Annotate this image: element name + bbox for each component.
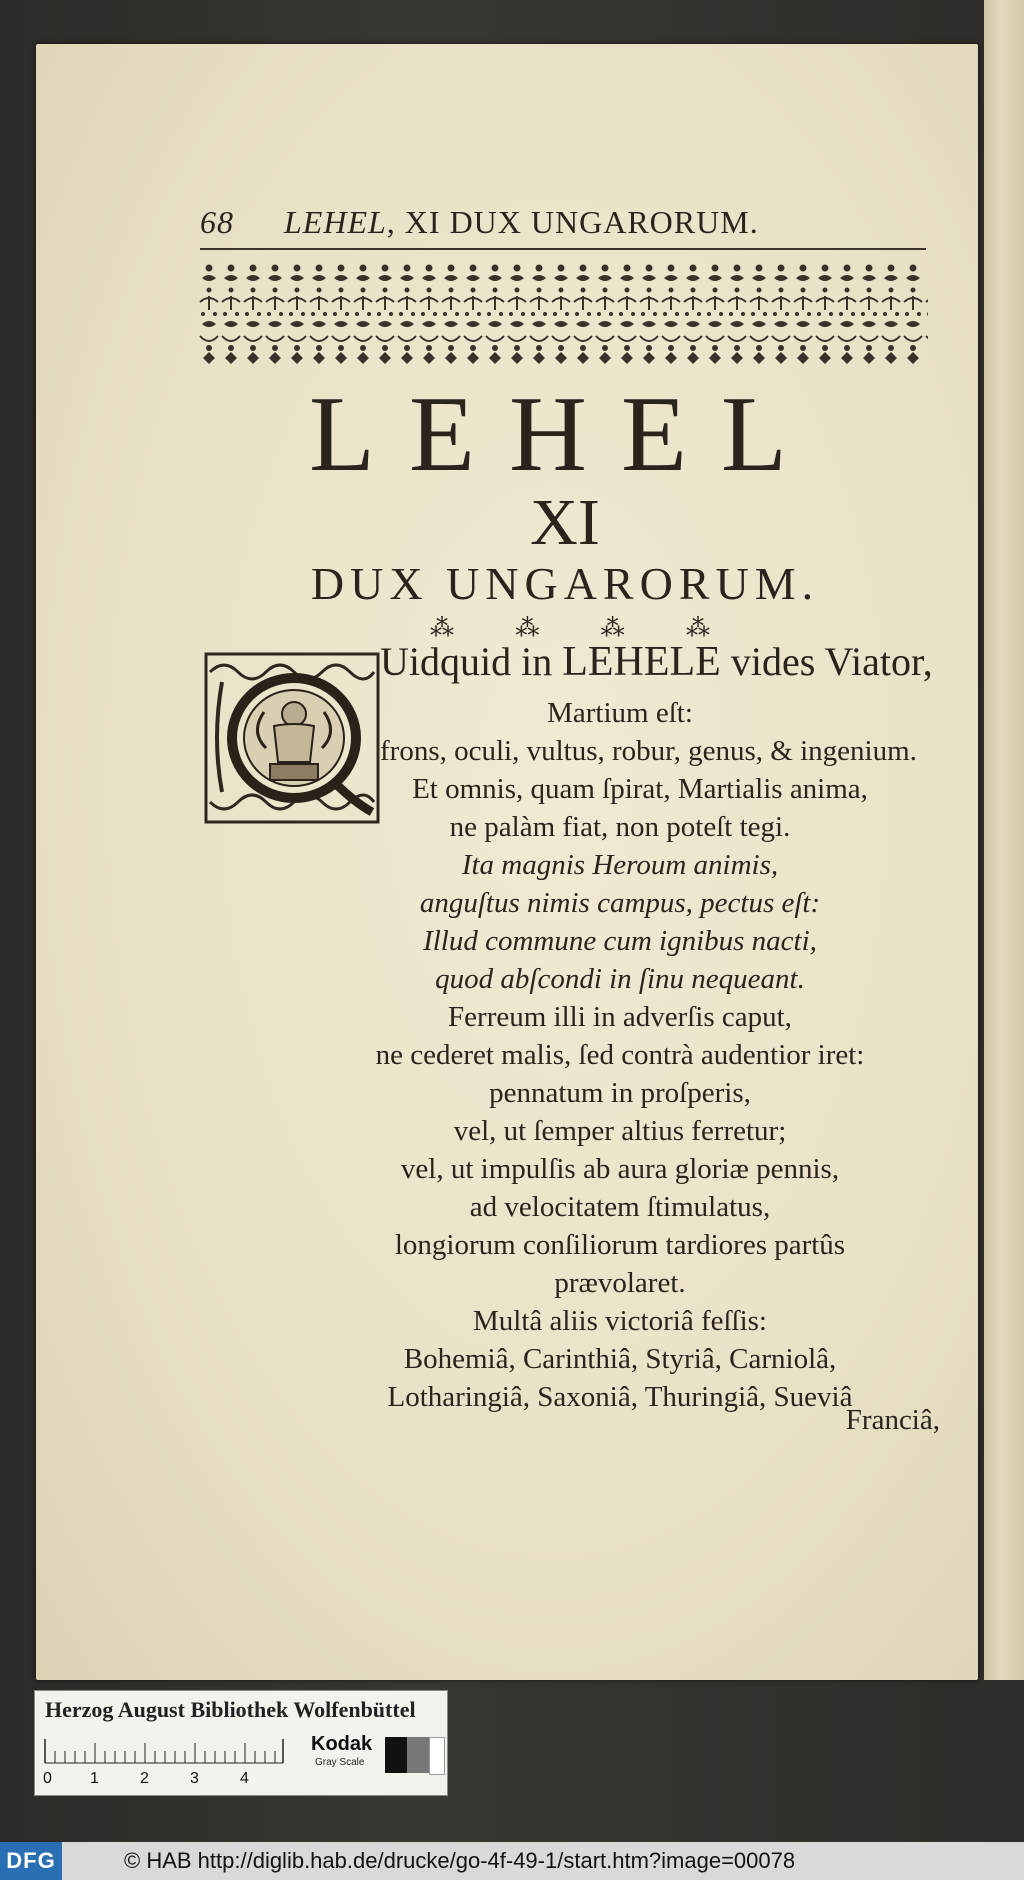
asterism-icon: ⁂ — [515, 616, 540, 642]
source-credit: © HAB http://diglib.hab.de/drucke/go-4f-49-1/start.htm?image=00078 — [124, 1848, 796, 1873]
text-line: Illud commune cum ignibus nacti, — [423, 925, 817, 957]
dfg-logo: DFG — [0, 1842, 62, 1880]
catchword: Franciâ, — [845, 1404, 940, 1436]
text-line: ne palàm fiat, non poteſt tegi. — [449, 811, 791, 843]
library-name: Herzog August Bibliothek Wolfenbüttel — [45, 1697, 416, 1722]
text-line: longiorum conſiliorum tardiores partûs — [394, 1229, 846, 1261]
text-line: Martium eſt: — [547, 697, 693, 729]
next-page-edge — [984, 0, 1024, 1680]
text-line: Multâ aliis victoriâ feſſis: — [473, 1305, 767, 1337]
scale-number: 4 — [240, 1770, 249, 1787]
asterism-icon: ⁂ — [430, 616, 454, 642]
decorated-initial-q-icon — [204, 652, 380, 824]
text-line: ne cederet malis, ſed contrà audentior iret: — [375, 1039, 865, 1071]
first-line-name: LEHELE — [562, 639, 721, 685]
running-title-rest: , XI DUX UNGARORUM. — [386, 204, 759, 240]
text-line: pennatum in proſperis, — [489, 1077, 751, 1109]
title-subtitle: DUX UNGARORUM. — [310, 558, 820, 609]
footer-bar — [0, 1842, 1024, 1880]
title-name: LEHEL — [309, 375, 821, 494]
first-line-start: Uidquid in — [380, 639, 553, 684]
first-line — [380, 636, 940, 688]
text-line: frons, oculi, vultus, robur, genus, & ingenium. — [380, 735, 917, 767]
asterism-icon: ⁂ — [600, 616, 625, 642]
first-line-end: vides Viator, — [730, 639, 933, 684]
text-line: Ferreum illi in adverſis caput, — [448, 1001, 792, 1033]
page-number: 68 — [200, 204, 234, 240]
running-title-name: LEHEL — [284, 204, 387, 240]
ruler-icon — [43, 1733, 293, 1789]
text-line: ad velocitatem ſtimulatus, — [469, 1191, 771, 1223]
color-calibration-bar — [34, 1690, 448, 1796]
scale-number: 2 — [140, 1770, 149, 1787]
text-line: Bohemiâ, Carinthiâ, Styriâ, Carniolâ, — [403, 1343, 837, 1375]
running-header — [200, 204, 926, 246]
text-line: vel, ut impulſis ab aura gloriæ pennis, — [400, 1153, 840, 1185]
kodak-label: Kodak — [311, 1733, 373, 1755]
title-numeral: XI — [530, 486, 600, 559]
asterism-icon: ⁂ — [685, 616, 710, 642]
text-line: vel, ut ſemper altius ferretur; — [453, 1115, 787, 1147]
header-rule — [200, 248, 926, 250]
text-line: quod abſcondi in ſinu nequeant. — [435, 963, 805, 995]
text-line: anguſtus nimis campus, pectus eſt: — [419, 887, 821, 919]
ornamental-band — [198, 258, 928, 368]
text-line: Lotharingiâ, Saxoniâ, Thuringiâ, Sueviâ — [387, 1381, 853, 1413]
scale-number: 3 — [190, 1770, 199, 1787]
text-line: prævolaret. — [554, 1267, 686, 1299]
black-swatch — [385, 1737, 407, 1773]
running-title — [284, 204, 759, 241]
gray-scale-label: Gray Scale — [315, 1757, 365, 1768]
white-swatch — [429, 1737, 445, 1775]
scale-number: 1 — [90, 1770, 99, 1787]
text-line: Et omnis, quam ſpirat, Martialis anima, — [412, 773, 868, 805]
scale-number: 0 — [43, 1770, 52, 1787]
text-line: Ita magnis Heroum animis, — [461, 849, 779, 881]
gray-swatch — [407, 1737, 429, 1773]
